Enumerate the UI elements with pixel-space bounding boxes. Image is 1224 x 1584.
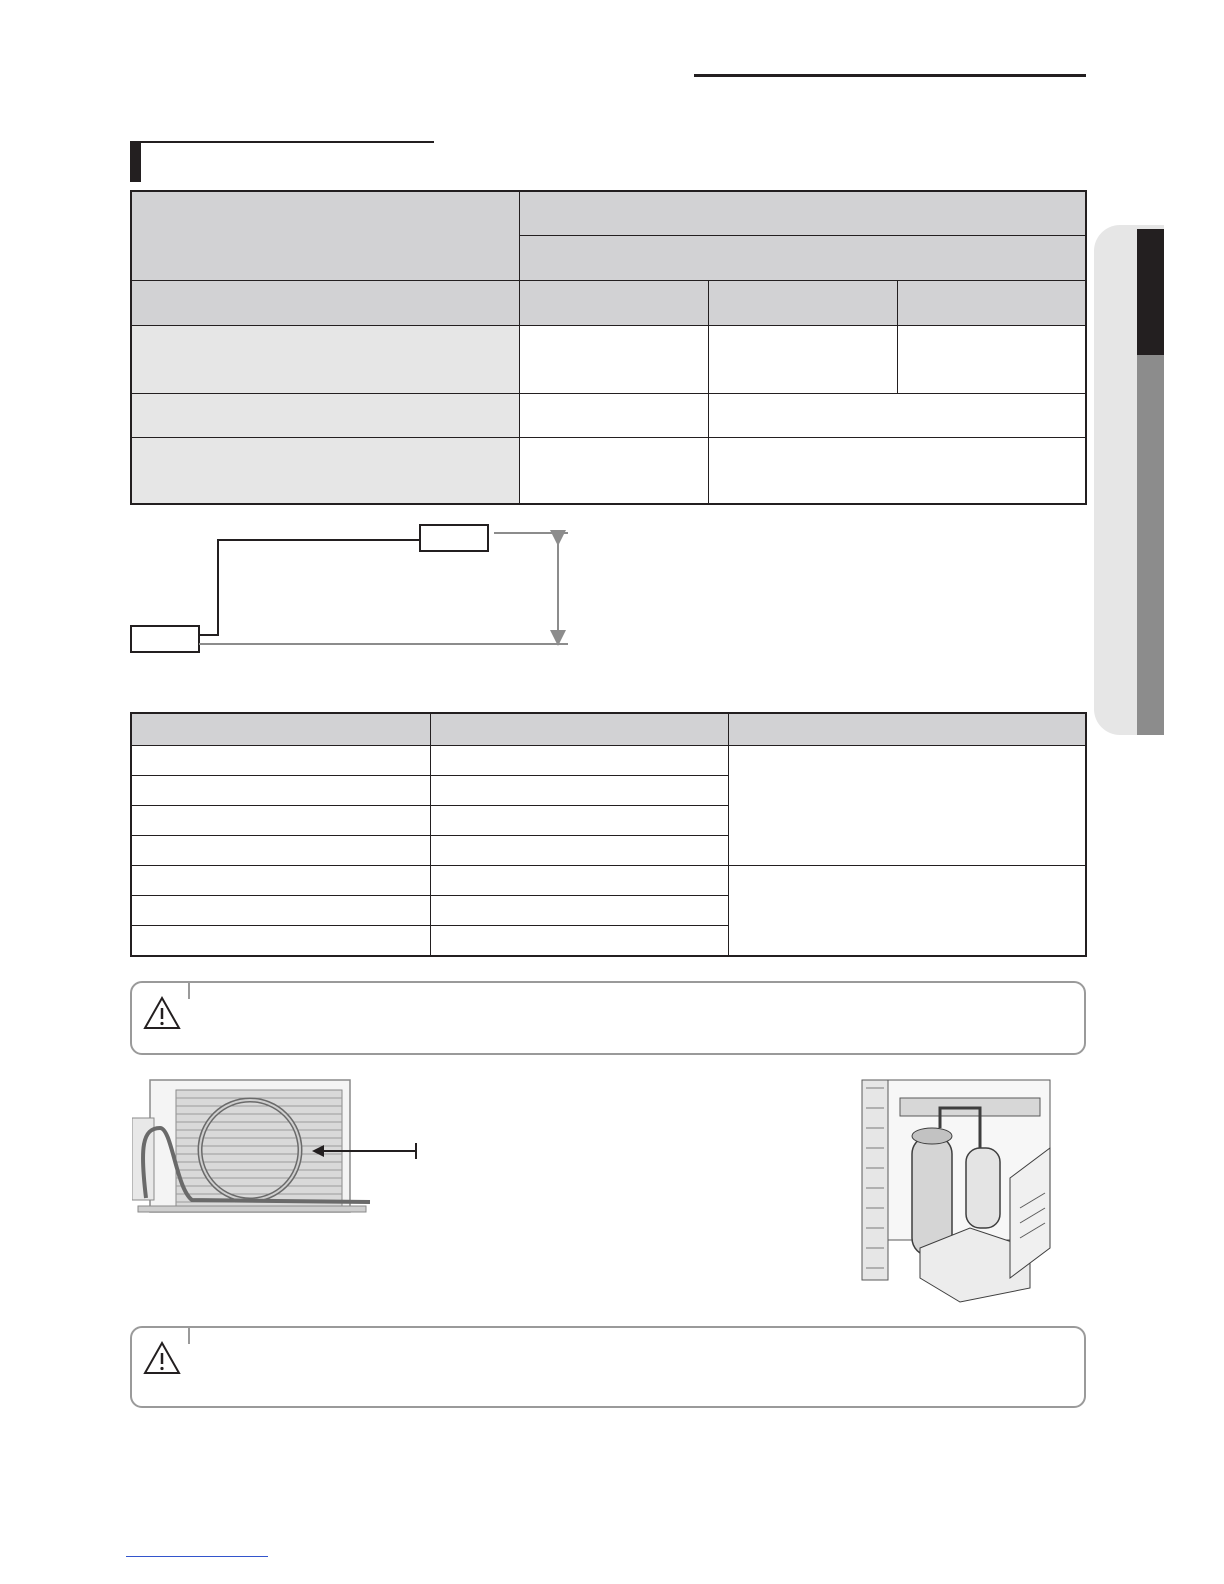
pipe-length-table (130, 712, 1087, 957)
spec-col-3 (897, 280, 1086, 325)
header-rule (694, 74, 1086, 77)
connecting-pipe-line (199, 540, 420, 635)
table-cell (430, 746, 728, 776)
table-cell (430, 806, 728, 836)
warning-triangle-icon (142, 995, 182, 1031)
table-cell (131, 776, 430, 806)
spec-cell (708, 393, 1086, 437)
length-header-3 (728, 713, 1086, 746)
caution-box (130, 1326, 1086, 1408)
spec-header-sub (519, 235, 1086, 280)
caution-box (130, 981, 1086, 1055)
spec-row-label-header (131, 280, 519, 325)
footer-link[interactable] (126, 1556, 268, 1557)
spec-cell (519, 437, 708, 504)
section-heading-bar (130, 142, 141, 182)
section-heading-underline (130, 141, 434, 143)
table-cell (430, 926, 728, 957)
group-note (728, 866, 1086, 957)
outdoor-unit-internal-illustration (860, 1078, 1060, 1304)
spec-col-1 (519, 280, 708, 325)
spec-cell (519, 393, 708, 437)
spec-cell (897, 325, 1086, 393)
table-cell (131, 746, 430, 776)
table-cell (131, 896, 430, 926)
table-cell (430, 836, 728, 866)
lower-unit-box (131, 626, 199, 652)
height-difference-diagram (128, 520, 578, 660)
caution-tick (188, 981, 190, 999)
side-tab-marker (1137, 355, 1164, 735)
spec-row-label (131, 437, 519, 504)
table-cell (131, 836, 430, 866)
spec-cell (519, 325, 708, 393)
spec-row-label (131, 325, 519, 393)
warning-triangle-icon (142, 1340, 182, 1376)
spec-row-label (131, 393, 519, 437)
spec-header-top (519, 191, 1086, 235)
table-cell (430, 896, 728, 926)
table-cell (131, 806, 430, 836)
side-tab-active-marker (1137, 229, 1164, 355)
spec-cell (708, 325, 897, 393)
table-cell (131, 866, 430, 896)
pipe-spec-table (130, 190, 1087, 505)
spec-col-2 (708, 280, 897, 325)
caution-tick (188, 1326, 190, 1344)
spec-cell (708, 437, 1086, 504)
length-header-2 (430, 713, 728, 746)
spec-header-label (131, 191, 519, 280)
table-cell (131, 926, 430, 957)
upper-unit-box (420, 525, 488, 551)
length-header-1 (131, 713, 430, 746)
table-cell (430, 866, 728, 896)
group-note (728, 746, 1086, 866)
table-cell (430, 776, 728, 806)
coil-callout-arrow (310, 1140, 425, 1162)
